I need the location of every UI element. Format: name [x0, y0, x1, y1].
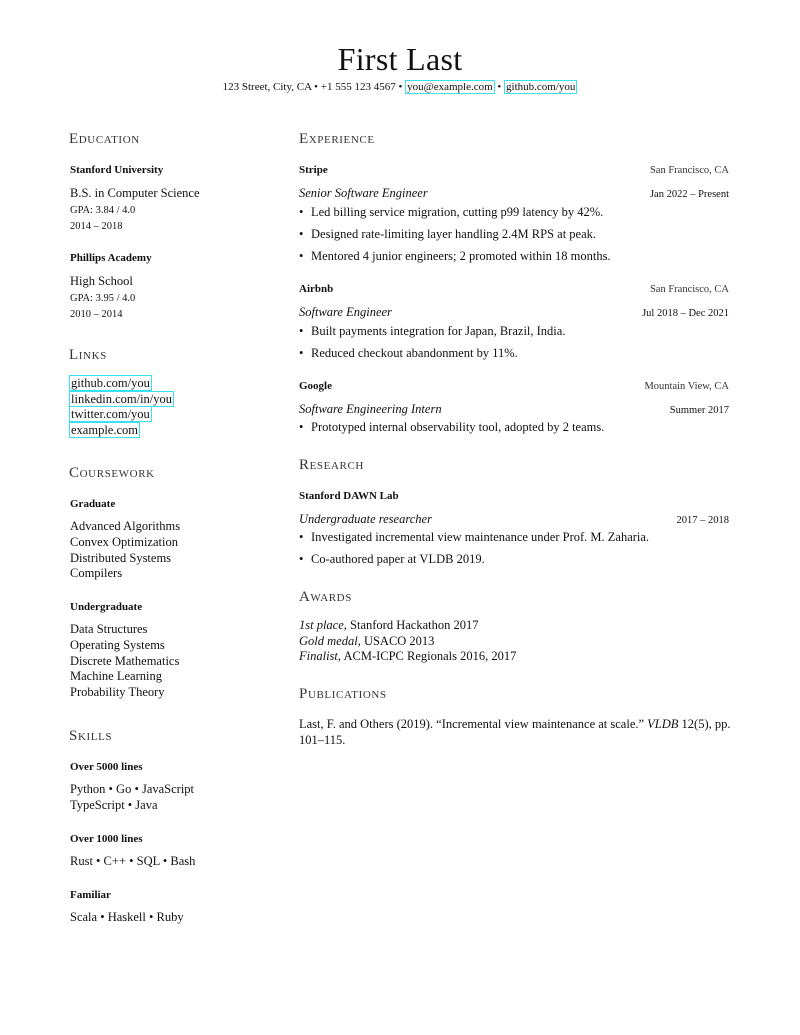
skills-line: Rust • C++ • SQL • Bash — [70, 854, 196, 868]
school-degree: High School — [70, 274, 133, 288]
job-role: Senior Software Engineer — [299, 186, 428, 200]
coursework-group-graduate: Graduate — [70, 498, 116, 510]
skills-line: Python • Go • JavaScript — [70, 782, 195, 796]
course-item: Probability Theory — [70, 685, 165, 700]
course-item: Convex Optimization — [70, 534, 178, 549]
school-years: 2010 – 2014 — [70, 309, 123, 320]
skills-line: TypeScript • Java — [70, 798, 158, 812]
job-dates: Jan 2022 – Present — [649, 189, 729, 200]
section-title-links: Links — [69, 347, 107, 363]
company-location: San Francisco, CA — [649, 284, 729, 295]
section-title-coursework: Coursework — [69, 465, 155, 481]
job-dates: Jul 2018 – Dec 2021 — [642, 308, 729, 319]
job-bullet: • Designed rate-limiting layer handling 2.4M RPS at peak. — [299, 227, 597, 241]
course-item: Data Structures — [70, 622, 148, 636]
contact-line — [0, 80, 800, 94]
job-role: Software Engineer — [299, 305, 392, 319]
github-link[interactable]: github.com/you — [506, 81, 576, 93]
publication-details: 12(5), pp. 101–115. — [299, 717, 731, 747]
person-name: First Last — [337, 41, 463, 77]
school-name: Stanford University — [70, 164, 164, 176]
section-title-publications: Publications — [299, 686, 387, 702]
awards-list — [299, 618, 516, 665]
link-website[interactable]: example.com — [71, 422, 138, 437]
course-item: Distributed Systems — [70, 550, 172, 565]
lab-name: Stanford DAWN Lab — [299, 490, 399, 502]
job-bullet: • Prototyped internal observability tool, adopted by 2 teams. — [299, 420, 605, 434]
link-linkedin[interactable]: linkedin.com/in/you — [71, 391, 173, 406]
email-link[interactable]: you@example.com — [407, 81, 493, 93]
award-item: Gold medal, USACO 2013 — [299, 633, 435, 648]
course-item: Discrete Mathematics — [70, 653, 180, 668]
link-github[interactable]: github.com/you — [71, 376, 150, 390]
publication-venue: VLDB — [647, 717, 679, 731]
company-location: San Francisco, CA — [649, 165, 729, 176]
company-name: Google — [299, 380, 332, 392]
job-bullet: • Mentored 4 junior engineers; 2 promoted within 18 months. — [299, 249, 611, 263]
contact-separator: • — [497, 81, 502, 93]
course-item: Operating Systems — [70, 637, 165, 652]
course-item: Compilers — [70, 566, 123, 581]
skills-group-name: Over 1000 lines — [70, 833, 143, 845]
coursework-group-undergraduate: Undergraduate — [70, 601, 143, 613]
section-title-experience: Experience — [299, 131, 375, 147]
school-gpa: GPA: 3.95 / 4.0 — [70, 293, 136, 304]
course-item: Machine Learning — [70, 669, 162, 684]
company-location: Mountain View, CA — [644, 381, 729, 392]
school-degree: B.S. in Computer Science — [70, 186, 200, 200]
award-item: 1st place, Stanford Hackathon 2017 — [299, 618, 479, 632]
contact-address-phone: 123 Street, City, CA • +1 555 123 4567 • — [222, 81, 403, 93]
job-bullet: • Reduced checkout abandonment by 11%. — [299, 346, 518, 360]
research-dates: 2017 – 2018 — [676, 515, 729, 526]
job-dates: Summer 2017 — [669, 405, 729, 416]
job-bullet: • Led billing service migration, cutting p99 latency by 42%. — [299, 205, 604, 219]
research-role: Undergraduate researcher — [299, 512, 432, 526]
course-item: Advanced Algorithms — [70, 519, 181, 533]
undergraduate-course-list — [70, 622, 179, 701]
job-bullet: • Built payments integration for Japan, Brazil, India. — [299, 324, 566, 338]
skills-group-name: Familiar — [70, 889, 111, 901]
section-title-awards: Awards — [299, 589, 352, 605]
award-item: Finalist, ACM-ICPC Regionals 2016, 2017 — [299, 649, 517, 663]
research-bullet: • Co-authored paper at VLDB 2019. — [299, 552, 485, 566]
section-title-education: Education — [69, 131, 140, 147]
link-twitter[interactable]: twitter.com/you — [71, 407, 150, 421]
company-name: Airbnb — [299, 283, 334, 295]
section-title-research: Research — [299, 457, 364, 473]
section-title-skills: Skills — [69, 728, 113, 744]
links-list — [69, 376, 174, 438]
publication-citation: Last, F. and Others (2019). “Incremental view maintenance at scale.” — [299, 717, 645, 731]
school-name: Phillips Academy — [70, 252, 152, 264]
school-gpa: GPA: 3.84 / 4.0 — [70, 205, 136, 216]
graduate-course-list — [70, 519, 180, 582]
research-bullet: • Investigated incremental view maintenance under Prof. M. Zaharia. — [299, 530, 650, 544]
school-years: 2014 – 2018 — [70, 221, 123, 232]
skills-group-name: Over 5000 lines — [70, 761, 143, 773]
job-role: Software Engineering Intern — [299, 402, 442, 416]
publication-entry — [299, 716, 739, 748]
skills-line: Scala • Haskell • Ruby — [70, 910, 184, 924]
company-name: Stripe — [299, 164, 328, 176]
